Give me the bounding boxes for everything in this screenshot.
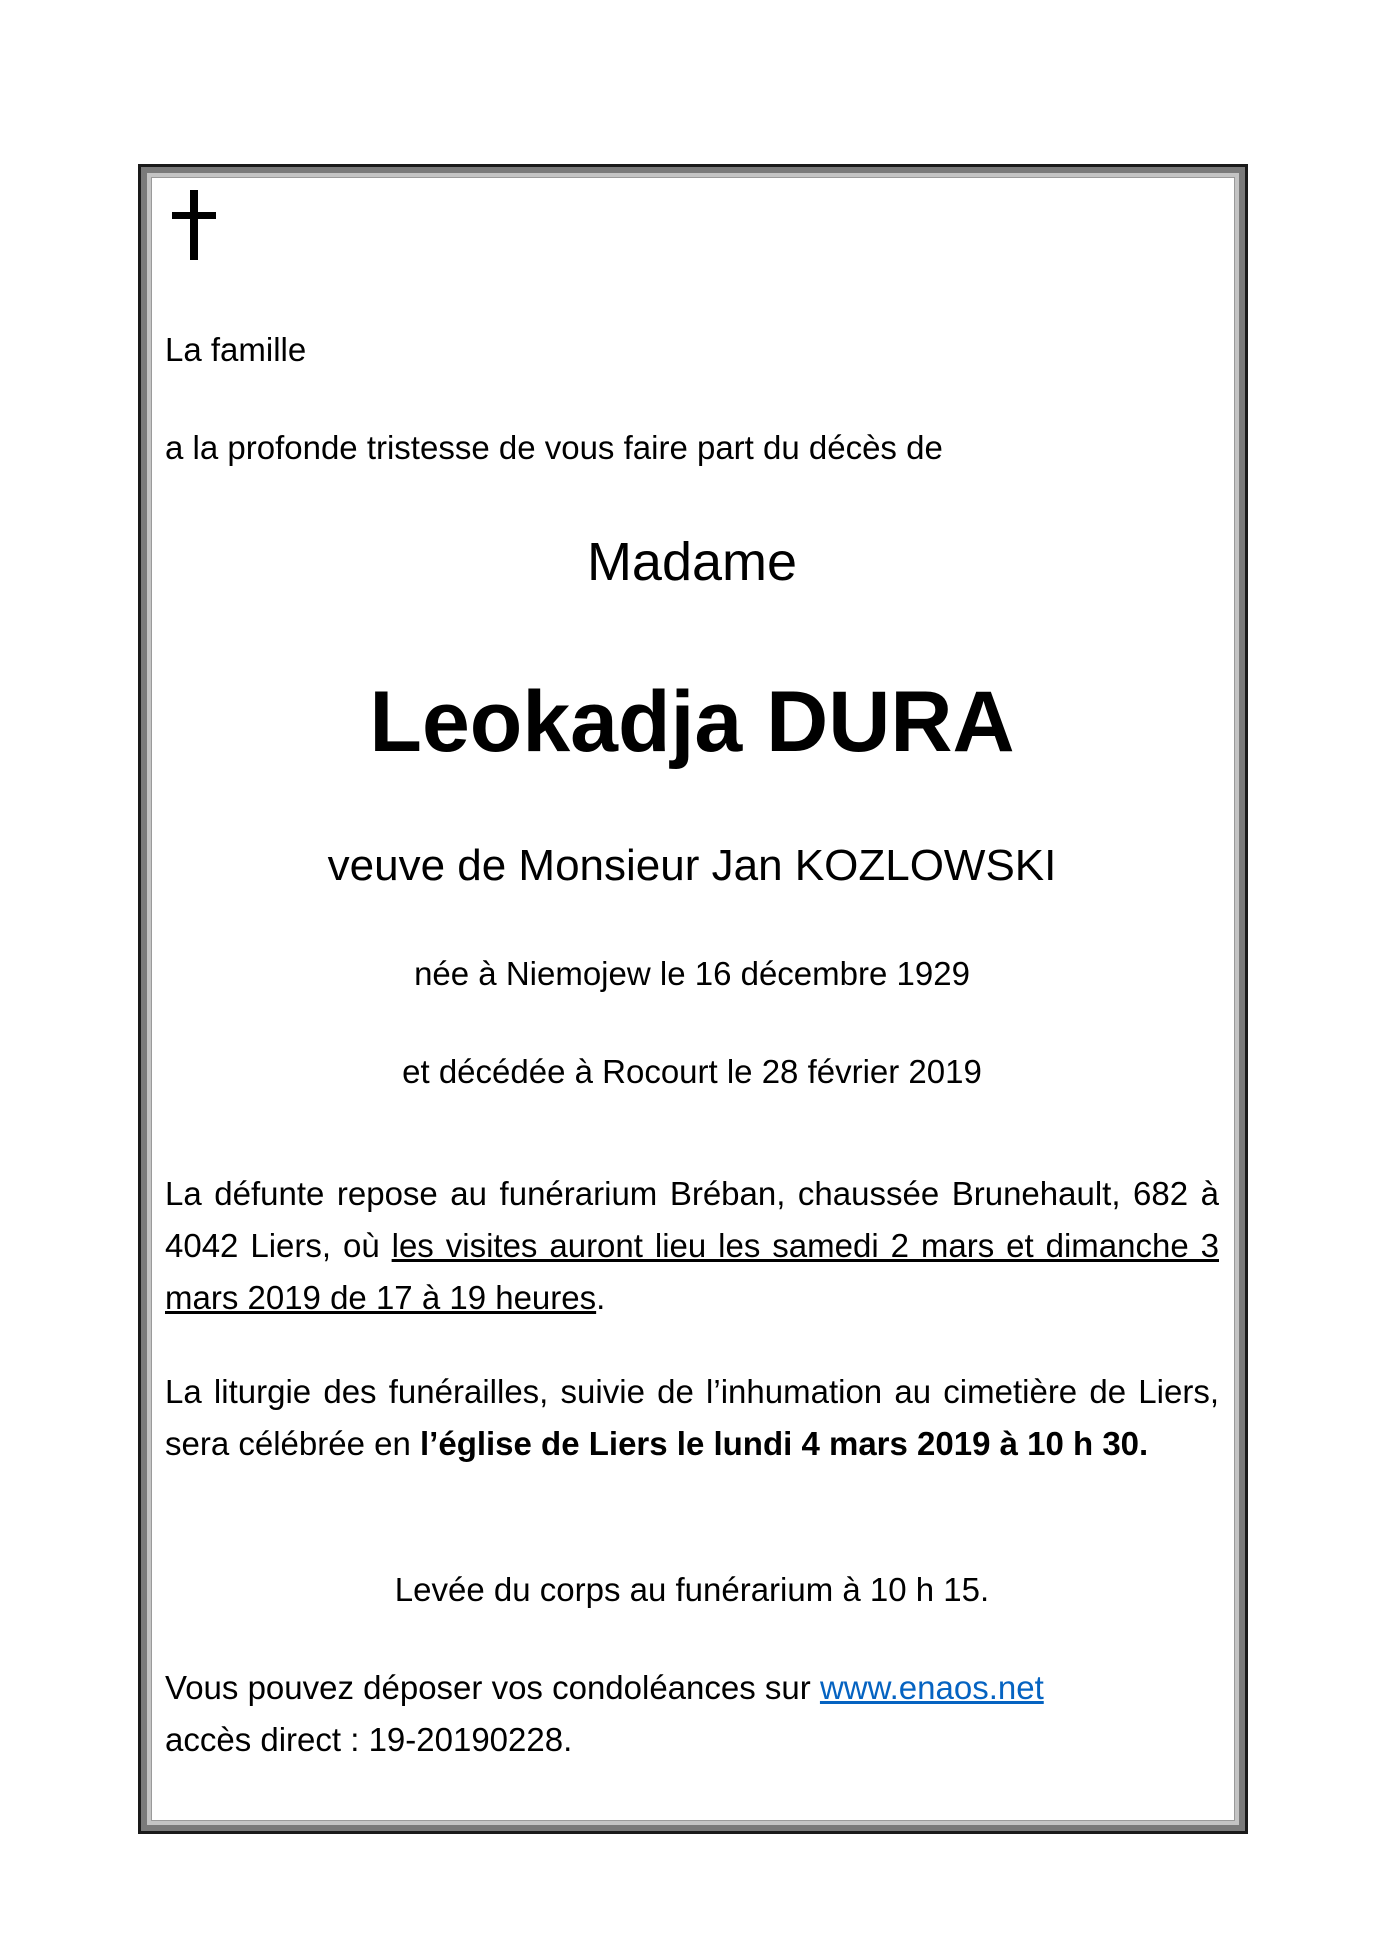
deceased-name: Leokadja DURA <box>369 674 1015 770</box>
intro-family: La famille <box>165 331 307 368</box>
liturgy-paragraph: La liturgie des funérailles, suivie de l’inhumation au cimetière de Liers, sera célébrée en l’église de Liers le lundi 4 mars 2019 à 10 h 30. <box>165 1373 1219 1462</box>
death-info: et décédée à Rocourt le 28 février 2019 <box>402 1053 982 1090</box>
honorific: Madame <box>586 532 798 592</box>
direct-access: accès direct : 19-20190228. <box>165 1721 573 1758</box>
repose-paragraph: La défunte repose au funérarium Bréban, chaussée Brunehault, 682 à 4042 Liers, où les visites auront lieu les samedi 2 mars et dimanche 3 mars 2019 de 17 à 19 heures. <box>165 1175 1219 1316</box>
enaos-link[interactable]: www.enaos.net <box>819 1669 1044 1706</box>
latin-cross-icon <box>172 190 216 260</box>
visits-info: les visites auront lieu les samedi 2 mars et dimanche 3 mars 2019 de 17 à 19 heures <box>165 1227 1219 1316</box>
widow-of: veuve de Monsieur Jan KOZLOWSKI <box>327 841 1057 890</box>
condolences-paragraph: Vous pouvez déposer vos condoléances sur www.enaos.net accès direct : 19-20190228. <box>165 1669 1044 1758</box>
liturgy-place-time: l’église de Liers le lundi 4 mars 2019 à 10 h 30. <box>420 1425 1149 1462</box>
levee-info: Levée du corps au funérarium à 10 h 15. <box>394 1571 990 1608</box>
intro-sentence: a la profonde tristesse de vous faire part du décès de <box>165 429 943 466</box>
birth-info: née à Niemojew le 16 décembre 1929 <box>414 955 970 992</box>
